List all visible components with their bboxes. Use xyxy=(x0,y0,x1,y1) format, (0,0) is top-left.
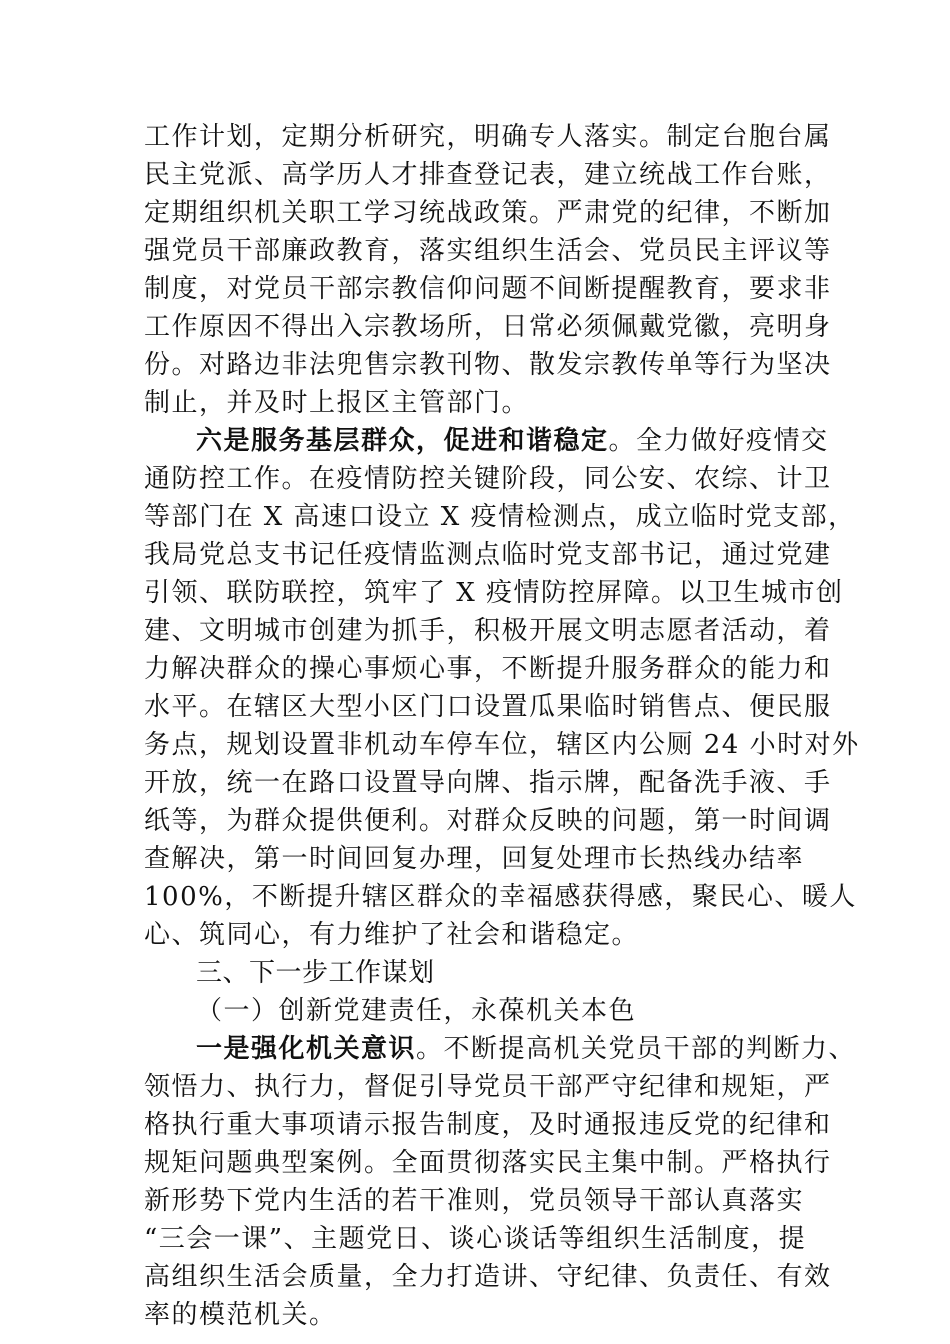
text-line: 我局党总支书记任疫情监测点临时党支部书记，通过党建 xyxy=(144,540,832,570)
document-body xyxy=(144,118,860,1334)
paragraph-one-first-line xyxy=(144,1030,857,1068)
text-line: 建、文明城市创建为抓手，积极开展文明志愿者活动，着 xyxy=(144,616,832,646)
text-line: 率的模范机关。 xyxy=(144,1300,337,1330)
text-line: 定期组织机关职工学习统战政策。严肃党的纪律，不断加 xyxy=(144,198,832,228)
text-line: 工作原因不得出入宗教场所，日常必须佩戴党徽，亮明身 xyxy=(144,312,832,342)
paragraph-one-text: 。不断提高机关党员干部的判断力、 xyxy=(416,1034,857,1064)
text-line: 制止，并及时上报区主管部门。 xyxy=(144,388,530,418)
text-line: 份。对路边非法兜售宗教刊物、散发宗教传单等行为坚决 xyxy=(144,350,832,380)
text-line: 制度，对党员干部宗教信仰问题不间断提醒教育，要求非 xyxy=(144,274,832,304)
text-line: 通防控工作。在疫情防控关键阶段，同公安、农综、计卫 xyxy=(144,464,832,494)
paragraph-six-text: 。全力做好疫情交 xyxy=(608,426,829,456)
text-line: 领悟力、执行力，督促引导党员干部严守纪律和规矩，严 xyxy=(144,1072,832,1102)
paragraph-six-first-line xyxy=(144,422,829,460)
text-line: 引领、联防联控，筑牢了 X 疫情防控屏障。以卫生城市创 xyxy=(144,578,844,608)
text-line: 纸等，为群众提供便利。对群众反映的问题，第一时间调 xyxy=(144,806,832,836)
text-line: 100%，不断提升辖区群众的幸福感获得感，聚民心、暖人 xyxy=(144,882,857,912)
text-line: 规矩问题典型案例。全面贯彻落实民主集中制。严格执行 xyxy=(144,1148,832,1178)
text-line: 务点，规划设置非机动车停车位，辖区内公厕 24 小时对外 xyxy=(144,730,860,760)
text-line: 水平。在辖区大型小区门口设置瓜果临时销售点、便民服 xyxy=(144,692,832,722)
text-line: 强党员干部廉政教育，落实组织生活会、党员民主评议等 xyxy=(144,236,832,266)
text-line: 高组织生活会质量，全力打造讲、守纪律、负责任、有效 xyxy=(144,1262,832,1292)
text-line: “三会一课”、主题党日、谈心谈话等组织生活制度，提 xyxy=(144,1224,807,1254)
paragraph-six-lead: 六是服务基层群众，促进和谐稳定 xyxy=(196,426,609,456)
text-line: 心、筑同心，有力维护了社会和谐稳定。 xyxy=(144,920,640,950)
subsection-heading: （一）创新党建责任，永葆机关本色 xyxy=(196,996,637,1026)
text-line: 工作计划，定期分析研究，明确专人落实。制定台胞台属 xyxy=(144,122,832,152)
text-line: 力解决群众的操心事烦心事，不断提升服务群众的能力和 xyxy=(144,654,832,684)
text-line: 新形势下党内生活的若干准则，党员领导干部认真落实 xyxy=(144,1186,805,1216)
text-line: 开放，统一在路口设置导向牌、指示牌，配备洗手液、手 xyxy=(144,768,832,798)
text-line: 民主党派、高学历人才排查登记表，建立统战工作台账， xyxy=(144,160,832,190)
text-line: 等部门在 X 高速口设立 X 疫情检测点，成立临时党支部， xyxy=(144,502,856,532)
text-line: 格执行重大事项请示报告制度，及时通报违反党的纪律和 xyxy=(144,1110,832,1140)
section-heading-next-steps: 三、下一步工作谋划 xyxy=(196,958,435,988)
text-line: 查解决，第一时间回复办理，回复处理市长热线办结率 xyxy=(144,844,805,874)
paragraph-one-lead: 一是强化机关意识 xyxy=(196,1034,417,1064)
